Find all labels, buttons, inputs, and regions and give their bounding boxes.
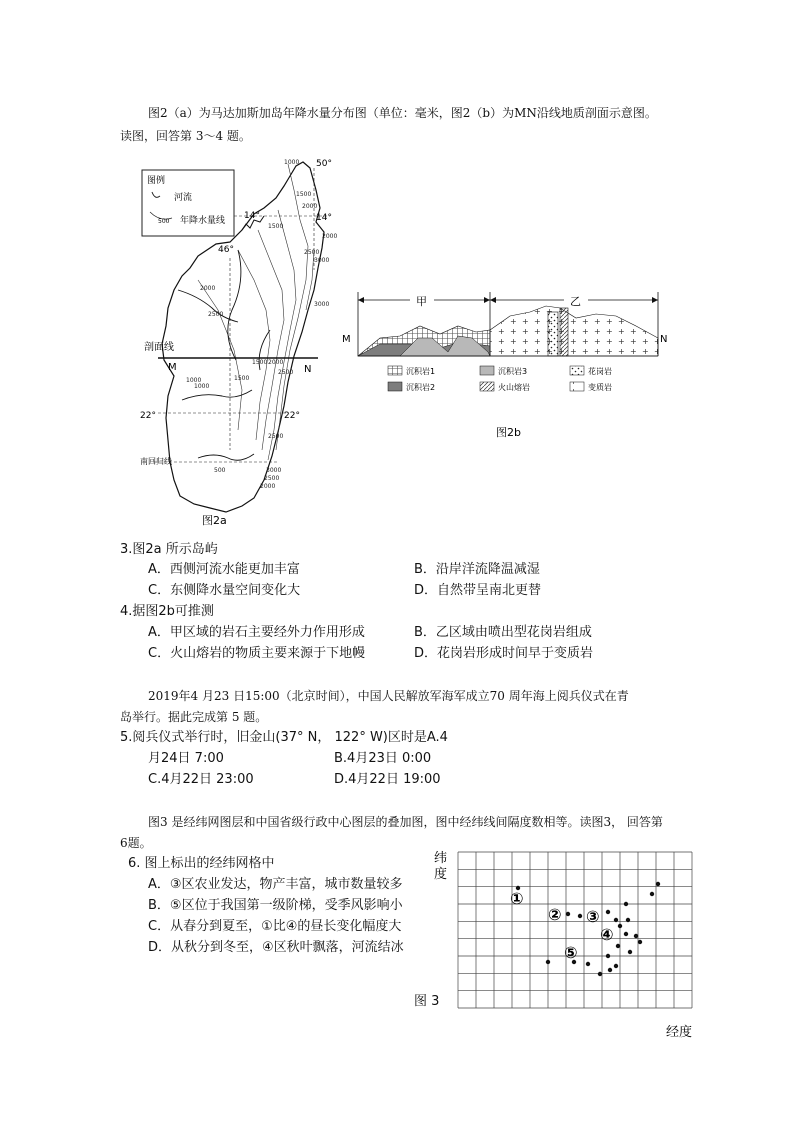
profile-M: M <box>342 334 351 345</box>
legend-title: 图例 <box>147 176 166 186</box>
svg-text:沉积岩3: 沉积岩3 <box>498 367 528 376</box>
label-tropic: 南回归线 <box>140 457 172 466</box>
capital-dot <box>650 892 654 896</box>
capital-dot <box>606 954 610 958</box>
intro2-line2: 岛举行。据此完成第 5 题。 <box>120 710 268 724</box>
svg-text:2500: 2500 <box>278 369 294 376</box>
q3-option-a[interactable]: A．西侧河流水能更加丰富 <box>148 562 300 577</box>
svg-text:沉积岩2: 沉积岩2 <box>406 383 436 392</box>
label-lat22e: 22° <box>284 411 300 421</box>
marker-1: ① <box>510 889 524 908</box>
label-lat22w: 22° <box>140 411 156 421</box>
capital-dot <box>614 964 618 968</box>
capital-dot <box>624 902 628 906</box>
q4-option-a[interactable]: A．甲区域的岩石主要经外力作用形成 <box>148 625 365 640</box>
svg-text:2000: 2000 <box>322 233 338 240</box>
intro1-line1: 图2（a）为马达加斯加岛年降水量分布图（单位：毫米，图2（b）为MN沿线地质剖面示意图。 <box>148 106 657 120</box>
q5-option-d[interactable]: D.4月22日 19:00 <box>334 772 441 787</box>
figure-2a-caption: 图2a <box>202 514 227 527</box>
grid-lines <box>458 852 692 1008</box>
q5-option-b[interactable]: B.4月23日 0:00 <box>334 751 432 766</box>
q5-option-c[interactable]: C.4月22日 23:00 <box>148 772 254 787</box>
marker-5: ⑤ <box>564 943 578 962</box>
svg-text:2500: 2500 <box>208 311 224 318</box>
marker-2: ② <box>548 905 562 924</box>
q6-option-a[interactable]: A．③区农业发达，物产丰富，城市数量较多 <box>148 877 403 892</box>
q6-stem: 6. 图上标出的经纬网格中 <box>128 856 275 871</box>
capital-dot <box>638 940 642 944</box>
label-profile-line: 剖面线 <box>144 342 174 353</box>
meta-region <box>490 306 658 356</box>
label-lat46: 46° <box>218 245 234 255</box>
capital-dot <box>598 972 602 976</box>
intro2-line1: 2019年4 月23 日15:00（北京时间），中国人民解放军海军成立70 周年海上阅兵仪式在青 <box>148 689 629 703</box>
q6-option-d[interactable]: D．从秋分到冬至，④区秋叶飘落，河流结冰 <box>148 940 404 955</box>
svg-text:2500: 2500 <box>268 433 284 440</box>
q4-stem: 4.据图2b可推测 <box>120 604 214 619</box>
svg-text:花岗岩: 花岗岩 <box>588 367 612 376</box>
svg-text:2000: 2000 <box>302 203 318 210</box>
svg-text:2500: 2500 <box>304 249 320 256</box>
q6-option-c[interactable]: C．从春分到夏至，①比④的昼长变化幅度大 <box>148 919 402 934</box>
svg-text:1500: 1500 <box>234 375 250 382</box>
q3-option-d[interactable]: D．自然带呈南北更替 <box>414 583 542 598</box>
capital-dot <box>606 910 610 914</box>
legend-isohyet-sample: 500 <box>158 218 170 225</box>
capital-dot <box>626 918 630 922</box>
marker-3: ③ <box>586 907 600 926</box>
figure-2b-profile <box>340 286 680 446</box>
q4-option-b[interactable]: B．乙区域由喷出型花岗岩组成 <box>414 625 592 640</box>
q4-option-d[interactable]: D．花岗岩形成时间早于变质岩 <box>414 646 594 661</box>
q4-option-c[interactable]: C．火山熔岩的物质主要来源于下地幔 <box>148 646 366 661</box>
svg-text:沉积岩1: 沉积岩1 <box>406 367 436 376</box>
grid-ylabel-bottom: 度 <box>434 867 448 882</box>
label-N: N <box>304 364 312 375</box>
svg-text:3000: 3000 <box>314 257 330 264</box>
svg-text:火山熔岩: 火山熔岩 <box>498 383 530 392</box>
capital-dot <box>566 912 570 916</box>
label-lat50: 50° <box>316 159 332 169</box>
capital-dot <box>608 968 612 972</box>
figure-3-grid <box>430 846 700 1040</box>
capital-dot <box>586 962 590 966</box>
svg-text:3000: 3000 <box>266 467 282 474</box>
granite-body <box>548 312 558 356</box>
region-yi: 乙 <box>570 295 581 308</box>
grid-xlabel: 经度 <box>666 1025 693 1040</box>
svg-text:3000: 3000 <box>314 301 330 308</box>
region-markers <box>510 889 614 962</box>
q5-stem: 5.阅兵仪式举行时，旧金山(37° N， 122° W)区时是A.4 <box>120 730 448 745</box>
profile-N: N <box>660 334 668 345</box>
capital-dot <box>546 960 550 964</box>
capital-dot <box>616 944 620 948</box>
svg-text:1500: 1500 <box>268 223 284 230</box>
label-lat14w: 14° <box>244 211 260 221</box>
grid-ylabel-top: 纬 <box>434 851 448 866</box>
volcanic-body <box>560 308 568 356</box>
intro3-line1: 图3 是经纬网图层和中国省级行政中心图层的叠加图，图中经纬线间隔度数相等。读图3， 回答第 <box>148 815 663 829</box>
label-lat14e: 14° <box>316 213 332 223</box>
q6-option-b[interactable]: B．⑤区位于我国第一级阶梯，受季风影响小 <box>148 898 403 913</box>
province-capitals <box>516 882 660 976</box>
capital-dot <box>628 950 632 954</box>
capital-dot <box>618 924 622 928</box>
svg-text:1000: 1000 <box>194 383 210 390</box>
capital-dot <box>634 934 638 938</box>
capital-dot <box>656 882 660 886</box>
svg-text:2500: 2500 <box>264 475 280 482</box>
capital-dot <box>624 932 628 936</box>
svg-text:1500: 1500 <box>296 191 312 198</box>
capital-dot <box>578 914 582 918</box>
svg-text:变质岩: 变质岩 <box>588 383 612 392</box>
intro1-line2: 读图，回答第 3～4 题。 <box>120 129 251 143</box>
region-jia: 甲 <box>416 295 427 308</box>
legend-river-label: 河流 <box>174 193 193 203</box>
q3-option-c[interactable]: C．东侧降水量空间变化大 <box>148 583 301 598</box>
legend-isohyet-label: 年降水量线 <box>180 216 226 226</box>
label-M: M <box>168 362 177 373</box>
q3-option-b[interactable]: B．沿岸洋流降温减湿 <box>414 562 540 577</box>
figure-2a-map <box>138 150 338 530</box>
marker-4: ④ <box>600 925 614 944</box>
svg-text:1000: 1000 <box>284 159 300 166</box>
profile-legend <box>388 366 612 392</box>
svg-text:2000: 2000 <box>268 359 284 366</box>
figure-2b-caption: 图2b <box>496 426 521 439</box>
intro3-line2: 6题。 <box>120 836 152 850</box>
figure-3-caption: 图 3 <box>414 994 440 1009</box>
svg-text:1500: 1500 <box>252 359 268 366</box>
svg-text:1000: 1000 <box>186 377 202 384</box>
svg-text:500: 500 <box>214 467 226 474</box>
svg-text:2000: 2000 <box>200 285 216 292</box>
q5-option-a[interactable]: 月24日 7:00 <box>148 751 224 766</box>
q3-stem: 3.图2a 所示岛屿 <box>120 542 218 557</box>
svg-text:2000: 2000 <box>260 483 276 490</box>
capital-dot <box>614 918 618 922</box>
